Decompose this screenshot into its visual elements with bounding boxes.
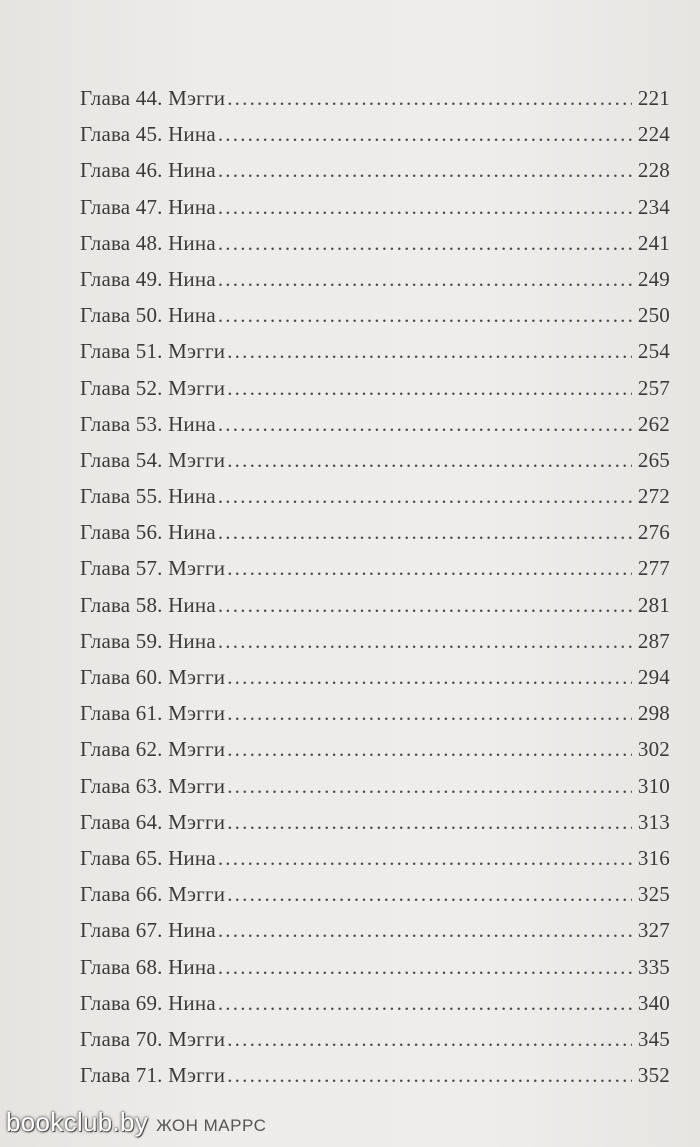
toc-entry-page-number: 272 xyxy=(637,484,670,509)
toc-entry xyxy=(80,484,670,520)
toc-entry-title: Глава 44. Мэгги xyxy=(80,86,226,110)
toc-entry xyxy=(80,991,670,1027)
toc-entry-page-number: 352 xyxy=(637,1063,670,1088)
toc-entry-title: Глава 58. Нина xyxy=(80,592,216,617)
running-head: ЖОН МАРРС xyxy=(156,1116,267,1135)
toc-entry xyxy=(80,412,670,448)
toc-entry-title: Глава 62. Мэгги xyxy=(80,737,226,762)
toc-entry xyxy=(80,520,670,556)
toc-entry-title: Глава 50. Нина xyxy=(80,303,216,328)
toc-entry xyxy=(80,339,670,375)
toc-entry-page-number: 335 xyxy=(637,954,670,979)
toc-entry-page-number: 234 xyxy=(637,194,670,219)
toc-entry xyxy=(80,556,670,592)
toc-entry-title: Глава 67. Нина xyxy=(80,918,216,943)
toc-entry xyxy=(80,122,670,158)
toc-leader-dots xyxy=(218,520,632,545)
toc-entry-page-number: 249 xyxy=(637,266,670,291)
toc-entry xyxy=(80,158,670,194)
toc-entry xyxy=(80,810,670,846)
toc-entry xyxy=(80,882,670,918)
toc-leader-dots xyxy=(218,918,632,943)
toc-leader-dots xyxy=(218,158,632,183)
toc-entry-title: Глава 51. Мэгги xyxy=(80,339,226,364)
toc-entry-page-number: 294 xyxy=(637,665,670,689)
toc-entry-page-number: 310 xyxy=(637,773,670,798)
toc-entry-page-number: 262 xyxy=(637,411,670,436)
toc-entry xyxy=(80,303,670,339)
toc-leader-dots xyxy=(218,484,632,509)
toc-entry xyxy=(80,593,670,629)
toc-entry xyxy=(80,774,670,810)
toc-leader-dots xyxy=(227,774,632,799)
toc-entry-title: Глава 45. Нина xyxy=(80,122,216,147)
toc-leader-dots xyxy=(227,701,632,726)
toc-leader-dots xyxy=(218,412,632,437)
toc-entry xyxy=(80,737,670,773)
toc-entry xyxy=(80,86,670,122)
toc-entry-title: Глава 65. Нина xyxy=(80,845,216,870)
toc-entry-title: Глава 64. Мэгги xyxy=(80,809,226,834)
toc-entry-title: Глава 47. Нина xyxy=(80,194,216,219)
toc-leader-dots xyxy=(218,955,632,980)
toc-leader-dots xyxy=(227,556,632,581)
toc-leader-dots xyxy=(227,665,632,690)
toc-entry-page-number: 250 xyxy=(637,303,670,328)
toc-entry-title: Глава 69. Нина xyxy=(80,990,216,1015)
toc-entry-title: Глава 66. Мэгги xyxy=(80,882,226,907)
toc-leader-dots xyxy=(227,376,632,401)
toc-entry-title: Глава 52. Мэгги xyxy=(80,375,226,400)
toc-entry xyxy=(80,701,670,737)
toc-leader-dots xyxy=(218,846,632,871)
toc-entry-title: Глава 70. Мэгги xyxy=(80,1026,226,1051)
toc-leader-dots xyxy=(218,593,632,618)
toc-entry-page-number: 221 xyxy=(637,86,670,110)
toc-entry xyxy=(80,629,670,665)
toc-entry-title: Глава 56. Нина xyxy=(80,520,216,545)
page-footer xyxy=(6,1107,266,1138)
toc-entry-title: Глава 54. Мэгги xyxy=(80,447,226,472)
toc-entry-page-number: 241 xyxy=(637,230,670,255)
toc-entry-page-number: 228 xyxy=(637,158,670,183)
toc-entry xyxy=(80,195,670,231)
toc-entry-title: Глава 49. Нина xyxy=(80,266,216,291)
toc-entry xyxy=(80,1027,670,1063)
toc-leader-dots xyxy=(218,231,632,256)
toc-entry-page-number: 327 xyxy=(637,918,670,943)
toc-entry-page-number: 298 xyxy=(637,701,670,726)
toc-entry xyxy=(80,846,670,882)
toc-entry-page-number: 302 xyxy=(637,737,670,762)
toc-entry-page-number: 277 xyxy=(637,556,670,581)
toc-entry-title: Глава 57. Мэгги xyxy=(80,556,226,581)
toc-entry-title: Глава 53. Нина xyxy=(80,411,216,436)
toc-leader-dots xyxy=(227,810,632,835)
toc-entry-page-number: 254 xyxy=(637,339,670,364)
toc-leader-dots xyxy=(218,303,632,328)
toc-entry-title: Глава 71. Мэгги xyxy=(80,1063,226,1088)
toc-leader-dots xyxy=(227,1027,632,1052)
toc-entry xyxy=(80,918,670,954)
toc-entry xyxy=(80,376,670,412)
toc-leader-dots xyxy=(227,1063,632,1088)
toc-leader-dots xyxy=(227,448,632,473)
toc-entry-title: Глава 55. Нина xyxy=(80,484,216,509)
toc-entry-title: Глава 61. Мэгги xyxy=(80,701,226,726)
toc-entry xyxy=(80,448,670,484)
toc-entry xyxy=(80,665,670,701)
toc-entry-page-number: 265 xyxy=(637,447,670,472)
toc-leader-dots xyxy=(218,122,632,147)
toc-leader-dots xyxy=(218,629,632,654)
toc-entry-title: Глава 68. Нина xyxy=(80,954,216,979)
toc-leader-dots xyxy=(227,339,632,364)
toc-entry-page-number: 281 xyxy=(637,592,670,617)
toc-entry-page-number: 345 xyxy=(637,1026,670,1051)
toc-leader-dots xyxy=(227,737,632,762)
toc-entry-page-number: 313 xyxy=(637,809,670,834)
toc-entry-title: Глава 63. Мэгги xyxy=(80,773,226,798)
toc-leader-dots xyxy=(227,86,632,111)
toc-leader-dots xyxy=(218,195,632,220)
toc-entry-title: Глава 59. Нина xyxy=(80,628,216,653)
toc-entry-page-number: 224 xyxy=(637,122,670,147)
table-of-contents xyxy=(80,86,670,1099)
toc-leader-dots xyxy=(218,991,632,1016)
toc-entry-page-number: 340 xyxy=(637,990,670,1015)
watermark: bookclub.by xyxy=(6,1107,149,1137)
toc-entry-title: Глава 48. Нина xyxy=(80,230,216,255)
toc-leader-dots xyxy=(227,882,632,907)
toc-entry-page-number: 276 xyxy=(637,520,670,545)
toc-entry-page-number: 325 xyxy=(637,882,670,907)
toc-leader-dots xyxy=(218,267,632,292)
toc-entry-title: Глава 46. Нина xyxy=(80,158,216,183)
toc-entry-page-number: 257 xyxy=(637,375,670,400)
toc-entry xyxy=(80,267,670,303)
toc-entry xyxy=(80,1063,670,1099)
toc-entry xyxy=(80,955,670,991)
toc-entry-title: Глава 60. Мэгги xyxy=(80,665,226,689)
toc-entry xyxy=(80,231,670,267)
toc-entry-page-number: 287 xyxy=(637,628,670,653)
toc-entry-page-number: 316 xyxy=(637,845,670,870)
